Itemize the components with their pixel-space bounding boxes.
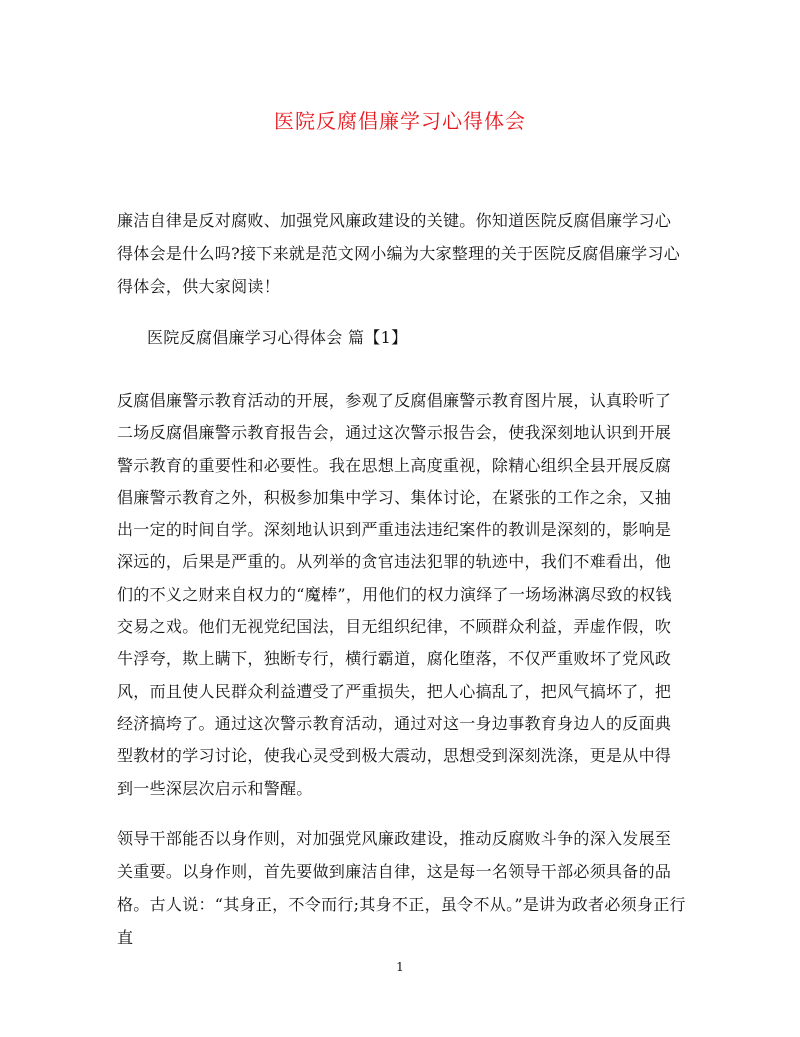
- body-paragraph-1: 反腐倡廉警示教育活动的开展，参观了反腐倡廉警示教育图片展，认真聆听了二场反腐倡廉警示教育报告会，通过这次警示报告会，使我深刻地认识到开展警示教育的重要性和必要性。我在思想上高度重视，除精心组织全县开展反腐倡廉警示教育之外，积极参加集中学习、集体讨论，在紧张的工作之余，又抽出一定的时间自学。深刻地认识到严重违法违纪案件的教训是深刻的，影响是深远的，后果是严重的。从列举的贪官违法犯罪的轨迹中，我们不难看出，他们的不义之财来自权力的“魔棒”，用他们的权力演绎了一场场淋漓尽致的权钱交易之戏。他们无视党纪国法，目无组织纪律，不顾群众利益，弄虚作假，吹牛浮夸，欺上瞒下，独断专行，横行霸道，腐化堕落，不仅严重败坏了党风政风，而且使人民群众利益遭受了严重损失，把人心搞乱了，把风气搞坏了，把经济搞垮了。通过这次警示教育活动，通过对这一身边事教育身边人的反面典型教材的学习讨论，使我心灵受到极大震动，思想受到深刻洗涤，更是从中得到一些深层次启示和警醒。: [117, 391, 672, 798]
- intro-paragraph: 廉洁自律是反对腐败、加强党风廉政建设的关键。你知道医院反腐倡廉学习心得体会是什么吗?接下来就是范文网小编为大家整理的关于医院反腐倡廉学习心得体会，供大家阅读！: [117, 211, 681, 296]
- body-paragraph-2: 领导干部能否以身作则，对加强党风廉政建设，推动反腐败斗争的深入发展至关重要。以身作则，首先要做到廉洁自律，这是每一名领导干部必须具备的品格。古人说：“其身正，不令而行;其身不正，虽令不从。”是讲为政者必须身正行直: [117, 829, 686, 947]
- document-title: 医院反腐倡廉学习心得体会: [274, 109, 526, 133]
- page-number: 1: [396, 960, 404, 974]
- section-heading: 医院反腐倡廉学习心得体会 篇【1】: [147, 328, 408, 347]
